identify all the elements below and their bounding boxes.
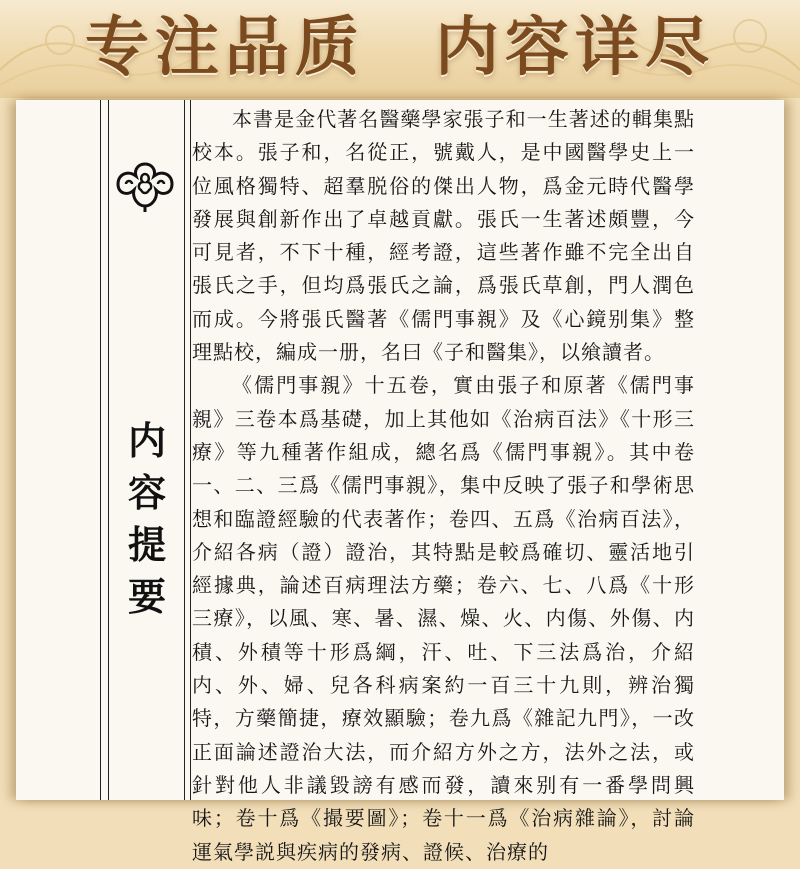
panel-border-line bbox=[108, 100, 109, 800]
banner-headline: 专注品质 内容详尽 bbox=[85, 10, 715, 85]
book-page bbox=[16, 100, 784, 864]
paragraph: 本書是金代著名醫藥學家張子和一生著述的輯集點校本。張子和，名從正，號戴人，是中國醫學史上一位風格獨特、超羣脱俗的傑出人物，爲金元時代醫學發展與創新作出了卓越貢獻。張氏一生著述頗豐，今可見者，不下十種，經考證，這些著作雖不完全出自張氏之手，但均爲張氏之論，爲張氏草創，門人潤色而成。今將張氏醫著《儒門事親》及《心鏡别集》整理點校，編成一册，名曰《子和醫集》，以飨讀者。 bbox=[192, 107, 695, 365]
title-char: 内 bbox=[127, 418, 166, 463]
section-title-vertical bbox=[112, 415, 182, 623]
promo-banner bbox=[0, 0, 800, 98]
title-char: 要 bbox=[127, 574, 166, 619]
panel-border-line bbox=[184, 100, 185, 800]
ruyi-cloud-ornament-icon bbox=[114, 158, 176, 214]
title-char: 容 bbox=[127, 470, 166, 515]
abstract-body-text bbox=[192, 103, 695, 869]
panel-border-line bbox=[190, 100, 191, 800]
paragraph: 《儒門事親》十五卷，實由張子和原著《儒門事親》三卷本爲基礎，加上其他如《治病百法》《十形三療》等九種著作組成，總名爲《儒門事親》。其中卷一、二、三爲《儒門事親》，集中反映了張子和學術思想和臨證經驗的代表著作；卷四、五爲《治病百法》，介紹各病（證）證治，其特點是較爲確切、靈活地引經據典，論述百病理法方藥；卷六、七、八爲《十形三療》，以風、寒、暑、濕、燥、火、内傷、外傷、内積、外積等十形爲綱，汗、吐、下三法爲治，介紹内、外、婦、兒各科病案約一百三十九則，辨治獨特，方藥簡捷，療效顯驗；卷九爲《雜記九門》，一改正面論述證治大法，而介紹方外之方，法外之法，或針對他人非議毀謗有感而發，讀來别有一番學問興味；卷十爲《撮要圖》；卷十一爲《治病雜論》，討論運氣學説與疾病的發病、證候、治療的 bbox=[192, 373, 695, 864]
panel-border-line bbox=[100, 100, 101, 800]
side-title-panel bbox=[100, 100, 188, 800]
title-char: 提 bbox=[127, 522, 166, 567]
